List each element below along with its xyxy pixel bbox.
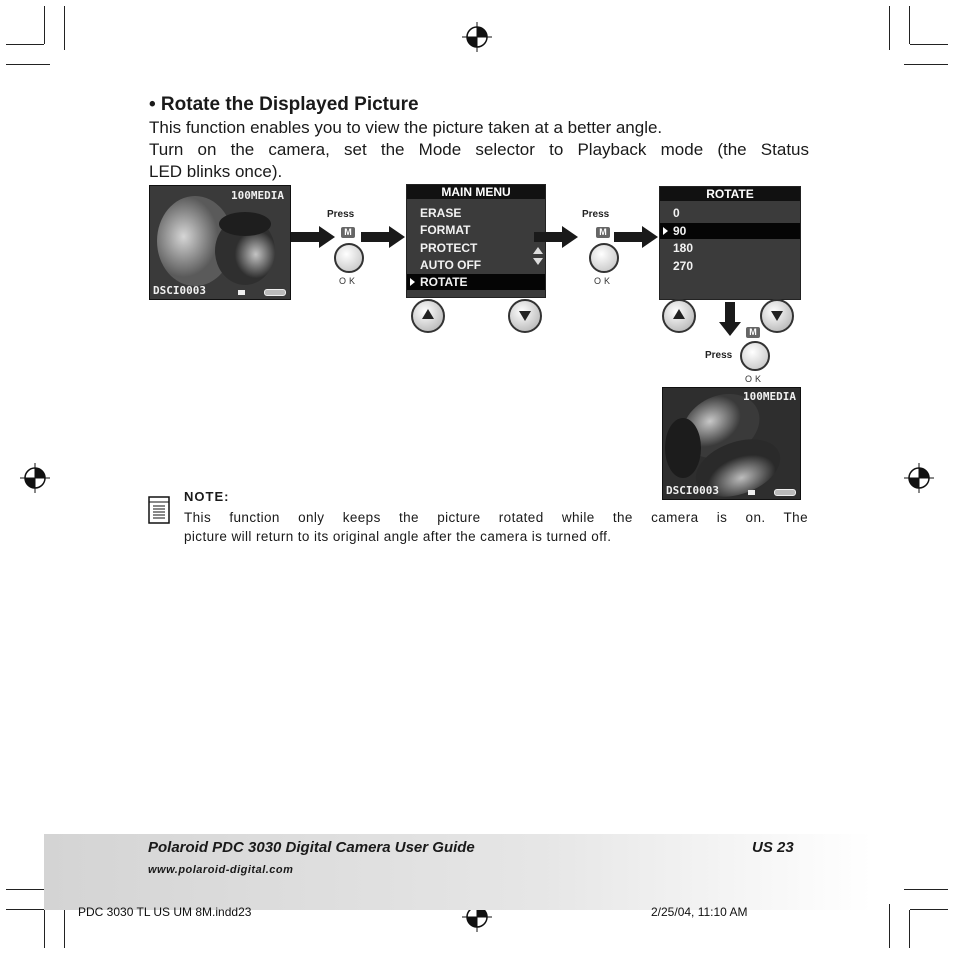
rotate-menu-screen <box>659 186 801 300</box>
photo-folder-label: 100MEDIA <box>743 390 796 403</box>
slug-file-name: PDC 3030 TL US UM 8M.indd <box>78 905 239 919</box>
rotate-item-180[interactable]: 180 <box>673 241 694 255</box>
battery-icon <box>774 489 796 496</box>
crop-mark <box>889 904 890 948</box>
playback-photo <box>149 185 291 300</box>
arrow-right-icon <box>614 226 658 248</box>
crop-mark <box>910 909 948 910</box>
registration-mark-icon <box>20 463 50 493</box>
photo-file-label: DSCI0003 <box>666 484 719 497</box>
rotate-menu-title: ROTATE <box>660 187 800 201</box>
selection-pointer-icon <box>663 227 668 235</box>
down-arrow-icon <box>771 311 783 321</box>
intro-line: This function enables you to view the picture taken at a better angle. <box>149 118 663 137</box>
main-menu-item-erase[interactable]: ERASE <box>420 206 462 220</box>
note-text <box>184 508 808 546</box>
main-menu-title: MAIN MENU <box>407 185 545 199</box>
selection-pointer-icon <box>410 278 415 286</box>
down-button[interactable] <box>508 299 542 333</box>
crop-mark <box>909 910 910 948</box>
lock-icon <box>748 490 755 495</box>
crop-mark <box>64 904 65 948</box>
menu-m-badge: M <box>746 327 760 338</box>
up-button[interactable] <box>662 299 696 333</box>
menu-m-badge: M <box>341 227 355 238</box>
crop-mark <box>6 64 50 65</box>
slug-page: 23 <box>238 905 252 919</box>
main-menu-screen <box>406 184 546 298</box>
crop-mark <box>44 910 45 948</box>
up-arrow-icon <box>673 309 685 319</box>
photo-file-label: DSCI0003 <box>153 284 206 297</box>
scroll-updown-icon <box>533 247 543 265</box>
press-label: Press <box>582 209 610 220</box>
up-button[interactable] <box>411 299 445 333</box>
section-title: • Rotate the Displayed Picture <box>149 94 419 115</box>
registration-mark-icon <box>462 22 492 52</box>
photo-children-rotated-image <box>663 388 800 499</box>
crop-mark <box>889 6 890 50</box>
menu-m-badge: M <box>596 227 610 238</box>
footer-page-number: US 23 <box>752 839 794 856</box>
footer-url: www.polaroid-digital.com <box>148 864 294 876</box>
rotate-item-90[interactable]: 90 <box>673 224 687 238</box>
main-menu-item-format[interactable]: FORMAT <box>420 223 471 237</box>
battery-icon <box>264 289 286 296</box>
note-icon <box>148 496 170 524</box>
note-line: This function only keeps the picture rotated while the camera is on. The <box>184 510 808 525</box>
crop-mark <box>64 6 65 50</box>
footer-title: Polaroid PDC 3030 Digital Camera User Guide <box>148 839 475 856</box>
press-label: Press <box>327 209 355 220</box>
crop-mark <box>44 6 45 44</box>
print-slug-timestamp: 2/25/04, 11:10 AM <box>651 905 748 919</box>
registration-mark-icon <box>904 463 934 493</box>
arrow-right-icon <box>361 226 405 248</box>
intro-line: Turn on the camera, set the Mode selector to Playback mode (the Status <box>149 140 809 159</box>
arrow-down-icon <box>719 302 741 336</box>
up-arrow-icon <box>422 309 434 319</box>
rotated-photo <box>662 387 801 500</box>
down-button[interactable] <box>760 299 794 333</box>
intro-line: LED blinks once). <box>149 162 283 181</box>
crop-mark <box>904 889 948 890</box>
crop-mark <box>6 909 44 910</box>
crop-mark <box>6 44 44 45</box>
ok-button[interactable] <box>334 243 364 273</box>
rotate-item-0[interactable]: 0 <box>673 206 680 220</box>
crop-mark <box>910 44 948 45</box>
ok-label: OK <box>745 374 765 384</box>
main-menu-item-auto-off[interactable]: AUTO OFF <box>420 258 482 272</box>
ok-label: OK <box>339 276 359 286</box>
note-line: picture will return to its original angle after the camera is turned off. <box>184 529 612 544</box>
ok-button[interactable] <box>740 341 770 371</box>
main-menu-item-rotate[interactable]: ROTATE <box>420 275 468 289</box>
down-arrow-icon <box>519 311 531 321</box>
ok-label: OK <box>594 276 614 286</box>
intro-text <box>149 117 809 183</box>
crop-mark <box>909 6 910 44</box>
press-label: Press <box>705 350 733 361</box>
arrow-right-icon <box>534 226 578 248</box>
rotate-item-270[interactable]: 270 <box>673 259 694 273</box>
photo-children-image <box>150 186 290 299</box>
main-menu-item-protect[interactable]: PROTECT <box>420 241 478 255</box>
arrow-right-icon <box>291 226 335 248</box>
crop-mark <box>904 64 948 65</box>
photo-folder-label: 100MEDIA <box>231 189 284 202</box>
lock-icon <box>238 290 245 295</box>
note-label: NOTE: <box>184 489 230 504</box>
print-slug-file <box>78 905 251 919</box>
